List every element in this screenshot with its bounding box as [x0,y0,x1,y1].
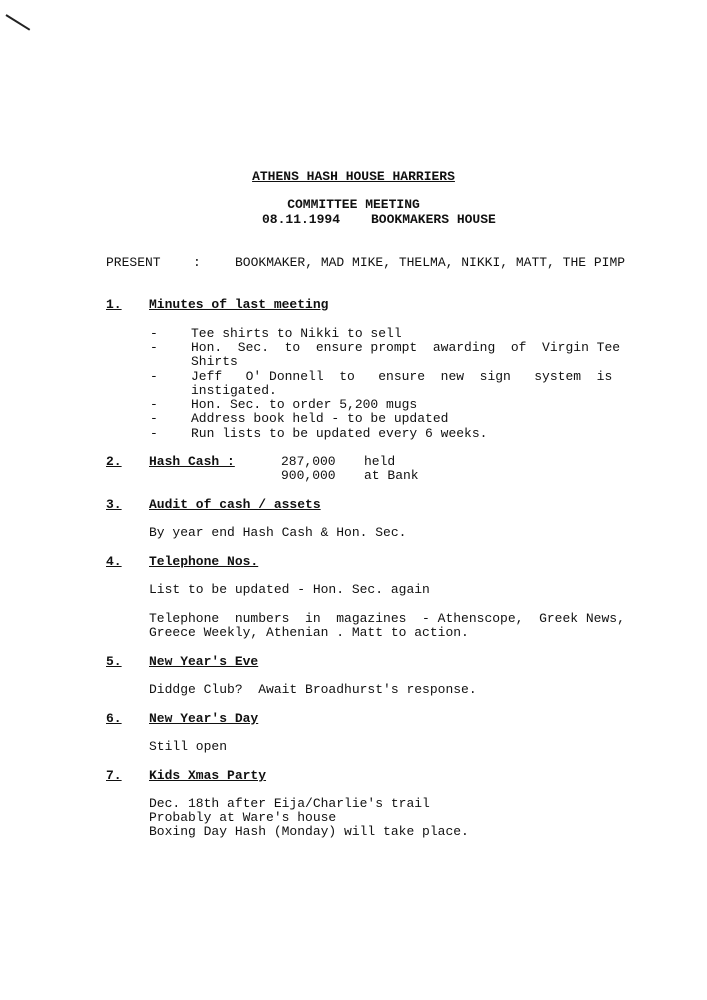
corner-mark [5,14,30,31]
section-text: Dec. 18th after Eija/Charlie's trail [149,796,430,811]
bullet-dash: - [150,369,158,384]
section-text: Probably at Ware's house [149,810,337,825]
section-text: Greece Weekly, Athenian . Matt to action. [149,625,469,640]
bullet-dash: - [150,397,158,412]
organisation-title: ATHENS HASH HOUSE HARRIERS [252,169,455,184]
section-text: Telephone numbers in magazines - Athenscope, Greek News, [149,611,625,626]
section-title: New Year's Day [149,711,259,726]
section-number: 6. [106,711,122,726]
list-item: Tee shirts to Nikki to sell [191,326,402,341]
bullet-dash: - [150,340,158,355]
section-number: 4. [106,554,122,569]
section-text: Still open [149,739,228,754]
list-item: Hon. Sec. to order 5,200 mugs [191,397,418,412]
meeting-date: 08.11.1994 [262,212,341,227]
bullet-dash: - [150,411,158,426]
cash-note: held [364,454,396,469]
section-title: Minutes of last meeting [149,297,329,312]
section-text: By year end Hash Cash & Hon. Sec. [149,525,407,540]
present-label: PRESENT [106,255,161,270]
cash-amount: 287,000 [281,454,336,469]
cash-note: at Bank [364,468,419,483]
bullet-dash: - [150,326,158,341]
list-item: Shirts [191,354,238,369]
section-title: Audit of cash / assets [149,497,321,512]
section-text: Boxing Day Hash (Monday) will take place. [149,824,469,839]
present-colon: : [193,255,201,270]
section-number: 1. [106,297,122,312]
list-item: Run lists to be updated every 6 weeks. [191,426,488,441]
cash-amount: 900,000 [281,468,336,483]
section-number: 7. [106,768,122,783]
list-item: Address book held - to be updated [191,411,449,426]
section-number: 2. [106,454,122,469]
bullet-dash: - [150,426,158,441]
section-number: 3. [106,497,122,512]
meeting-title: COMMITTEE MEETING [287,197,420,212]
section-title: Kids Xmas Party [149,768,267,783]
present-names: BOOKMAKER, MAD MIKE, THELMA, NIKKI, MATT, THE PIMP [235,255,626,270]
section-title: Hash Cash : [149,454,235,469]
section-number: 5. [106,654,122,669]
list-item: Jeff O' Donnell to ensure new sign system is [191,369,613,384]
list-item: instigated. [191,383,277,398]
section-text: List to be updated - Hon. Sec. again [149,582,430,597]
list-item: Hon. Sec. to ensure prompt awarding of Virgin Tee [191,340,621,355]
meeting-venue: BOOKMAKERS HOUSE [371,212,496,227]
section-title: New Year's Eve [149,654,259,669]
section-title: Telephone Nos. [149,554,259,569]
section-text: Diddge Club? Await Broadhurst's response. [149,682,477,697]
